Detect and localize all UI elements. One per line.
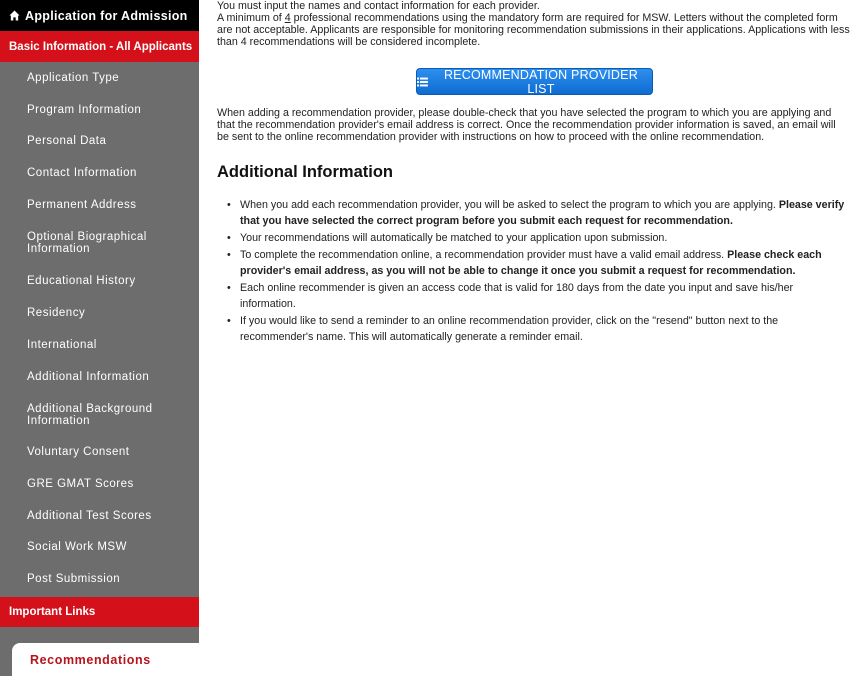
list-icon xyxy=(417,77,428,87)
section-heading: Additional Information xyxy=(217,163,393,181)
sidebar-item-contact-information[interactable] xyxy=(0,157,199,189)
list-item-bold: Please check each provider's email address, as you will not be able to change it once you submit a request for recommendation. xyxy=(240,249,822,277)
sidebar-item-label: Social Work MSW xyxy=(27,541,127,553)
sidebar-item-label: Permanent Address xyxy=(27,199,137,211)
list-item-text: To complete the recommendation online, a recommendation provider must have a valid email address. xyxy=(240,249,728,261)
intro-line-2 xyxy=(217,12,850,48)
sidebar-item-label: Post Submission xyxy=(27,573,121,585)
intro-line-2-post: professional recommendations using the mandatory form are required for MSW. Letters without the completed form are not acceptable. Applicants are responsible for monitoring recommendation submissions in their applications. Applications with less than 4 recommendations will be considered incomplete. xyxy=(217,12,850,48)
sidebar xyxy=(0,0,199,676)
sidebar-item-label: Contact Information xyxy=(27,167,137,179)
sidebar-item-voluntary-consent[interactable] xyxy=(0,436,199,468)
sidebar-item-label: Voluntary Consent xyxy=(27,446,130,458)
sidebar-item-gre-gmat-scores[interactable] xyxy=(0,468,199,500)
list-item-text: Each online recommender is given an access code that is valid for 180 days from the date you input and save his/her information. xyxy=(240,282,794,310)
sidebar-item-social-work-msw[interactable] xyxy=(0,531,199,563)
sidebar-item-personal-data[interactable] xyxy=(0,125,199,157)
list-item xyxy=(225,280,850,312)
section-links-label: Important Links xyxy=(9,606,96,618)
section-important-links[interactable] xyxy=(0,597,199,627)
nav-list xyxy=(0,62,199,595)
sidebar-item-label: International xyxy=(27,339,97,351)
list-item xyxy=(225,247,850,279)
sidebar-item-label: Personal Data xyxy=(27,135,107,147)
list-item xyxy=(225,230,850,246)
list-item-text: Your recommendations will automatically be matched to your application upon submission. xyxy=(240,232,668,244)
sidebar-item-label: Additional Background Information xyxy=(27,402,153,427)
list-item xyxy=(225,313,850,345)
intro-line-1: You must input the names and contact information for each provider. xyxy=(217,0,540,12)
sidebar-item-label: Residency xyxy=(27,307,86,319)
adding-provider-text: When adding a recommendation provider, please double-check that you have selected the program to which you are applying and that the recommendation provider's email address is correct. Once the recommendation provider information is saved, an email will be sent to the online recommendation provider with instructions on how to proceed with the online recommendation. xyxy=(217,107,836,143)
list-item-bold: Please verify that you have selected the correct program before you submit each request for recommendation. xyxy=(240,199,845,227)
button-wrapper xyxy=(416,68,653,95)
sidebar-item-label: GRE GMAT Scores xyxy=(27,478,134,490)
intro-line-2-pre: A minimum of xyxy=(217,12,285,24)
list-item xyxy=(225,197,850,229)
sidebar-item-permanent-address[interactable] xyxy=(0,189,199,221)
sidebar-item-optional-biographical[interactable] xyxy=(0,221,199,265)
button-label: RECOMMENDATION PROVIDER LIST xyxy=(443,67,638,96)
home-icon xyxy=(9,10,20,21)
app-title: Application for Admission xyxy=(25,8,188,23)
sidebar-item-post-submission[interactable] xyxy=(0,563,199,595)
sidebar-item-label: Additional Test Scores xyxy=(27,509,152,522)
sidebar-item-program-information[interactable] xyxy=(0,94,199,125)
list-item-text: If you would like to send a reminder to an online recommendation provider, click on the "resend" button next to the recommender's name. This will automatically generate a reminder email. xyxy=(240,315,779,343)
intro-text xyxy=(217,0,850,48)
sidebar-item-label: Program Information xyxy=(27,103,142,116)
list-item-text: When you add each recommendation provider, you will be asked to select the program to which you are applying. xyxy=(240,199,779,211)
sidebar-item-label: Optional Biographical Information xyxy=(27,231,147,255)
sidebar-item-recommendations[interactable] xyxy=(12,643,199,676)
sidebar-item-label: Additional Information xyxy=(27,371,150,383)
sidebar-item-additional-information[interactable] xyxy=(0,361,199,393)
sidebar-item-additional-background[interactable] xyxy=(0,393,199,436)
section-basic-label: Basic Information - All Applicants xyxy=(9,40,193,53)
recommendation-provider-list-button[interactable] xyxy=(416,68,653,95)
additional-info-list xyxy=(225,197,850,346)
sidebar-item-additional-test-scores[interactable] xyxy=(0,500,199,531)
sidebar-item-educational-history[interactable] xyxy=(0,265,199,297)
minimum-count: 4 xyxy=(284,12,291,24)
sidebar-item-international[interactable] xyxy=(0,329,199,361)
app-title-link[interactable] xyxy=(0,0,199,31)
sidebar-item-label: Application Type xyxy=(27,72,120,84)
sidebar-item-label: Recommendations xyxy=(30,652,151,667)
sidebar-item-label: Educational History xyxy=(27,275,136,287)
sidebar-item-residency[interactable] xyxy=(0,297,199,329)
sidebar-item-application-type[interactable] xyxy=(0,62,199,94)
section-basic-information[interactable] xyxy=(0,31,199,62)
